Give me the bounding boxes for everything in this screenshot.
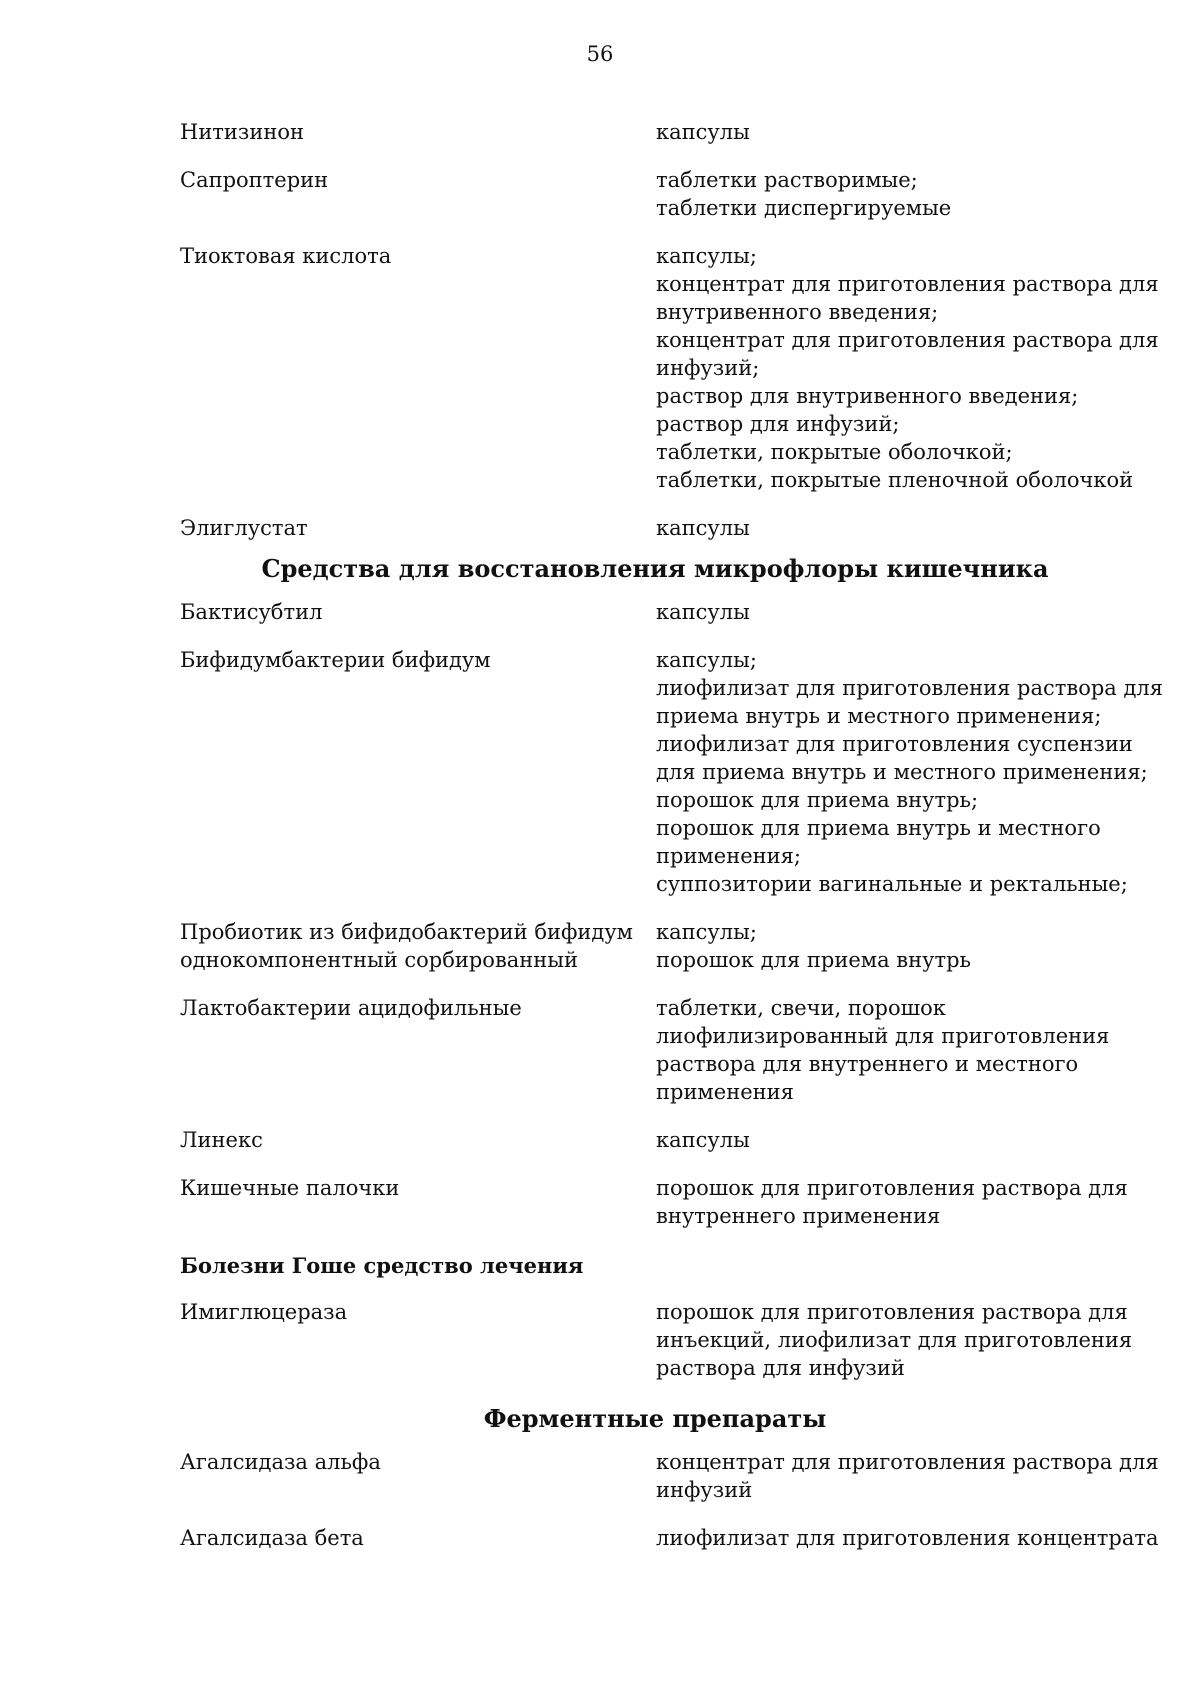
drug-name <box>180 1524 656 1552</box>
drug-name-line: Агалсидаза альфа <box>180 1450 381 1474</box>
dosage-form-line: инъекций, лиофилизат для приготовления <box>656 1328 1133 1352</box>
dosage-forms <box>656 1174 1130 1230</box>
dosage-form-line: раствор для внутривенного введения; <box>656 384 1079 408</box>
drug-name <box>180 994 656 1106</box>
dosage-forms <box>656 1126 1130 1154</box>
drug-name <box>180 118 656 146</box>
dosage-form-line: раствора для инфузий <box>656 1356 905 1380</box>
dosage-forms <box>656 514 1130 542</box>
drug-name <box>180 514 656 542</box>
dosage-form-line: применения <box>656 1080 794 1104</box>
dosage-form-line: капсулы <box>656 600 750 624</box>
dosage-form-line: концентрат для приготовления раствора для <box>656 1450 1159 1474</box>
dosage-form-line: суппозитории вагинальные и ректальные; <box>656 872 1128 896</box>
drug-name <box>180 1448 656 1504</box>
dosage-form-line: капсулы <box>656 516 750 540</box>
drug-row <box>180 598 1130 626</box>
drug-row <box>180 1174 1130 1230</box>
drug-name <box>180 598 656 626</box>
drug-row <box>180 166 1130 222</box>
drug-name <box>180 166 656 222</box>
dosage-forms <box>656 1448 1159 1504</box>
section-heading: Ферментные препараты <box>483 1404 827 1433</box>
dosage-form-line: таблетки, свечи, порошок <box>656 996 946 1020</box>
drug-row <box>180 1298 1133 1382</box>
dosage-form-line: раствор для инфузий; <box>656 412 900 436</box>
drug-name <box>180 242 656 494</box>
dosage-form-line: внутривенного введения; <box>656 300 939 324</box>
drug-row <box>180 1126 1130 1154</box>
drug-name-line: Пробиотик из бифидобактерий бифидум <box>180 920 634 944</box>
dosage-form-line: инфузий <box>656 1478 753 1502</box>
drug-name <box>180 1174 656 1230</box>
drug-name <box>180 1298 656 1382</box>
dosage-forms <box>656 646 1163 898</box>
dosage-form-line: капсулы; <box>656 244 757 268</box>
dosage-form-line: порошок для приема внутрь; <box>656 788 979 812</box>
dosage-form-line: концентрат для приготовления раствора для <box>656 328 1159 352</box>
dosage-form-line: лиофилизат для приготовления концентрата <box>656 1526 1159 1550</box>
drug-name-line: Бифидумбактерии бифидум <box>180 648 491 672</box>
drug-row <box>180 118 1130 146</box>
dosage-form-line: лиофилизат для приготовления суспензии <box>656 732 1133 756</box>
drug-row <box>180 514 1130 542</box>
dosage-form-line: капсулы; <box>656 920 757 944</box>
dosage-form-line: инфузий; <box>656 356 760 380</box>
dosage-forms <box>656 1298 1132 1382</box>
drug-row <box>180 242 1159 494</box>
dosage-forms <box>656 242 1159 494</box>
dosage-form-line: приема внутрь и местного применения; <box>656 704 1102 728</box>
dosage-form-line: порошок для приема внутрь <box>656 948 971 972</box>
drug-name-line: Элиглустат <box>180 516 308 540</box>
drug-name-line: Линекс <box>180 1128 263 1152</box>
drug-name-line: Тиоктовая кислота <box>180 244 392 268</box>
dosage-form-line: концентрат для приготовления раствора для <box>656 272 1159 296</box>
drug-name <box>180 646 656 898</box>
dosage-forms <box>656 918 1130 974</box>
dosage-form-line: таблетки растворимые; <box>656 168 918 192</box>
drug-name-line: однокомпонентный сорбированный <box>180 948 578 972</box>
drug-name-line: Агалсидаза бета <box>180 1526 364 1550</box>
dosage-form-line: капсулы <box>656 120 750 144</box>
document-body <box>180 118 1164 1552</box>
dosage-form-line: для приема внутрь и местного применения; <box>656 760 1148 784</box>
dosage-form-line: внутреннего применения <box>656 1204 941 1228</box>
drug-row <box>180 918 1130 974</box>
drug-row <box>180 646 1164 898</box>
section-heading: Средства для восстановления микрофлоры кишечника <box>261 554 1049 583</box>
drug-row <box>180 994 1130 1106</box>
drug-row <box>180 1448 1159 1504</box>
dosage-form-line: порошок для приготовления раствора для <box>656 1300 1128 1324</box>
dosage-forms <box>656 598 1130 626</box>
dosage-form-line: капсулы; <box>656 648 757 672</box>
drug-name-line: Кишечные палочки <box>180 1176 400 1200</box>
drug-name-line: Имиглюцераза <box>180 1300 348 1324</box>
drug-name-line: Нитизинон <box>180 120 305 144</box>
dosage-form-line: таблетки, покрытые оболочкой; <box>656 440 1013 464</box>
dosage-form-line: капсулы <box>656 1128 750 1152</box>
drug-name-line: Сапроптерин <box>180 168 329 192</box>
drug-name-line: Бактисубтил <box>180 600 323 624</box>
subsection-heading: Болезни Гоше средство лечения <box>180 1253 584 1278</box>
drug-row <box>180 1524 1159 1552</box>
dosage-form-line: лиофилизат для приготовления раствора для <box>656 676 1164 700</box>
dosage-forms <box>656 118 1130 146</box>
drug-name <box>180 1126 656 1154</box>
dosage-form-line: порошок для приготовления раствора для <box>656 1176 1128 1200</box>
dosage-form-line: порошок для приема внутрь и местного <box>656 816 1101 840</box>
dosage-forms <box>656 1524 1158 1552</box>
dosage-forms <box>656 166 1130 222</box>
drug-name <box>180 918 656 974</box>
dosage-forms <box>656 994 1130 1106</box>
drug-name-line: Лактобактерии ацидофильные <box>180 996 522 1020</box>
dosage-form-line: таблетки, покрытые пленочной оболочкой <box>656 468 1134 492</box>
dosage-form-line: лиофилизированный для приготовления <box>656 1024 1110 1048</box>
page-number: 56 <box>586 42 614 66</box>
dosage-form-line: раствора для внутреннего и местного <box>656 1052 1079 1076</box>
dosage-form-line: таблетки диспергируемые <box>656 196 952 220</box>
dosage-form-line: применения; <box>656 844 801 868</box>
